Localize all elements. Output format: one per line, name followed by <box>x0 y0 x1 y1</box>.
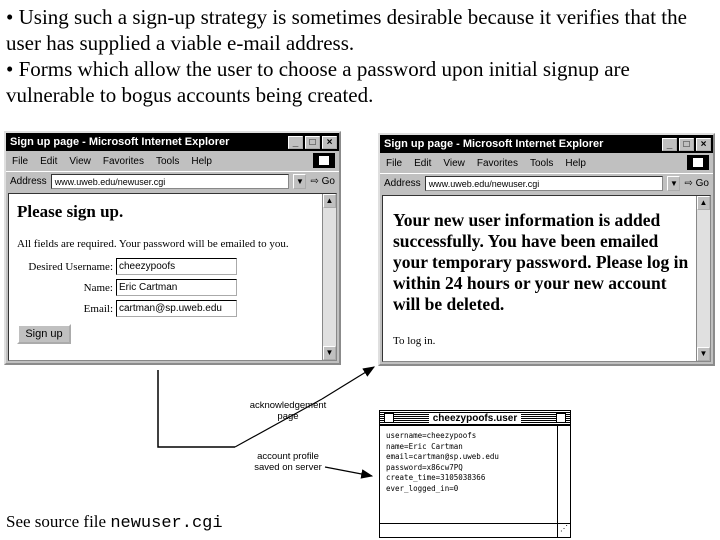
menu-view[interactable]: View <box>69 155 91 167</box>
profile-line: name=Eric Cartman <box>386 441 463 451</box>
close-button[interactable]: × <box>696 138 711 151</box>
window-title: Sign up page - Microsoft Internet Explorer <box>10 136 230 148</box>
zoom-box-icon[interactable] <box>556 413 566 423</box>
profile-text <box>386 431 499 494</box>
close-button[interactable]: × <box>322 136 337 149</box>
window-title: Sign up page - Microsoft Internet Explorer <box>384 138 604 150</box>
menu-view[interactable]: View <box>443 157 465 169</box>
scroll-down-icon[interactable]: ▼ <box>323 346 336 360</box>
go-button[interactable]: ⇨ Go <box>310 176 335 187</box>
profile-line: create_time=3105038366 <box>386 473 486 482</box>
scroll-up-icon[interactable]: ▲ <box>323 194 336 208</box>
scroll-up-icon[interactable]: ▲ <box>697 196 710 210</box>
address-input[interactable]: www.uweb.edu/newuser.cgi <box>425 176 664 191</box>
success-message: Your new user information is added successfully. You have been emailed your temporary password. Please log in within 24 hours or your new account will be deleted. <box>393 210 689 314</box>
go-label: Go <box>695 178 709 189</box>
menu-file[interactable]: File <box>12 155 29 167</box>
resize-grip-icon[interactable]: ⋰ <box>557 523 570 537</box>
maximize-button[interactable]: □ <box>305 136 320 149</box>
ack-label-line2: page <box>277 411 299 422</box>
source-filename: newuser.cgi <box>110 514 223 533</box>
name-input[interactable]: Eric Cartman <box>116 279 237 296</box>
profile-file-window <box>379 410 571 538</box>
address-label: Address <box>384 178 421 189</box>
email-label: Email: <box>83 302 113 315</box>
connector-line <box>158 370 235 447</box>
chevron-down-icon[interactable]: ▼ <box>667 176 680 191</box>
menu-edit[interactable]: Edit <box>414 157 432 169</box>
minimize-button[interactable]: _ <box>662 138 677 151</box>
email-input[interactable]: cartman@sp.uweb.edu <box>116 300 237 317</box>
address-input[interactable]: www.uweb.edu/newuser.cgi <box>51 174 290 189</box>
bullet-1: • Using such a sign-up strategy is sometimes desirable because it verifies that the user has supplied a viable e-mail address. <box>6 5 687 55</box>
ack-label-line1: acknowledgement <box>249 400 327 411</box>
account-label-line2: saved on server <box>254 462 322 473</box>
close-box-icon[interactable] <box>384 413 394 423</box>
login-link[interactable]: To log in. <box>393 335 436 347</box>
account-label-line1: account profile <box>257 451 319 462</box>
menu-help[interactable]: Help <box>191 155 212 167</box>
vertical-scrollbar[interactable] <box>557 426 570 523</box>
go-button[interactable]: ⇨ Go <box>684 178 709 189</box>
menu-file[interactable]: File <box>386 157 403 169</box>
profile-line: username=cheezypoofs <box>386 431 477 440</box>
source-prefix: See source file <box>6 512 111 531</box>
bullet-2: • Forms which allow the user to choose a password upon initial signup are vulnerable to bogus accounts being created. <box>6 57 630 107</box>
go-label: Go <box>321 176 335 187</box>
signup-button[interactable]: Sign up <box>17 324 71 344</box>
profile-line: email=cartman@sp.uweb.edu <box>386 452 499 461</box>
arrow-to-confirmation <box>322 367 374 399</box>
ack-label <box>238 400 338 422</box>
profile-line: ever_logged_in=0 <box>386 483 459 493</box>
menu-favorites[interactable]: Favorites <box>476 157 518 169</box>
menu-favorites[interactable]: Favorites <box>102 155 144 167</box>
source-note <box>6 512 223 533</box>
username-input[interactable]: cheezypoofs <box>116 258 237 275</box>
profile-line: password=x86cw7PQ <box>386 462 463 472</box>
window-title: cheezypoofs.user <box>429 413 521 424</box>
maximize-button[interactable]: □ <box>679 138 694 151</box>
minimize-button[interactable]: _ <box>288 136 303 149</box>
horizontal-scrollbar[interactable] <box>380 523 557 537</box>
account-label <box>238 451 338 473</box>
menu-tools[interactable]: Tools <box>529 157 554 169</box>
scroll-down-icon[interactable]: ▼ <box>697 347 710 361</box>
menu-help[interactable]: Help <box>565 157 586 169</box>
name-label: Name: <box>83 281 113 294</box>
chevron-down-icon[interactable]: ▼ <box>293 174 306 189</box>
username-label: Desired Username: <box>28 260 113 273</box>
address-label: Address <box>10 176 47 187</box>
form-note: All fields are required. Your password will be emailed to you. <box>17 238 289 250</box>
title-bar <box>380 411 570 426</box>
menu-edit[interactable]: Edit <box>40 155 58 167</box>
menu-tools[interactable]: Tools <box>155 155 180 167</box>
page-heading: Please sign up. <box>17 202 124 221</box>
